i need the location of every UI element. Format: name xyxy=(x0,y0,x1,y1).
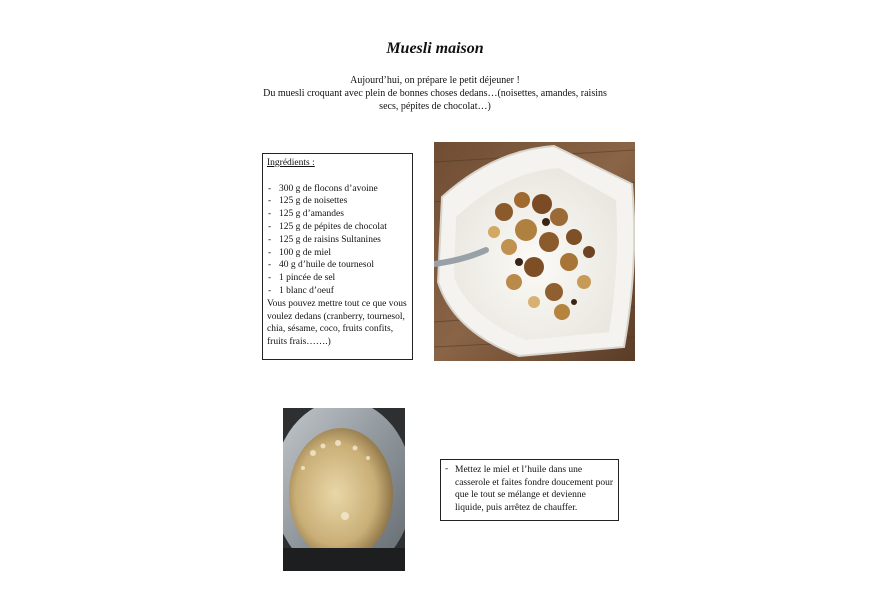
ingredient-item: - 125 g d’amandes xyxy=(267,208,408,221)
ingredients-note: Vous pouvez mettre tout ce que vous voulez dedans (cranberry, tournesol, chia, sésame, coco, fruits confits, fruits frais…….) xyxy=(267,298,407,348)
ingredient-item: - 125 g de raisins Sultanines xyxy=(267,234,408,247)
intro-line-2: Du muesli croquant avec plein de bonnes choses dedans…(noisettes, amandes, raisins xyxy=(263,88,607,99)
ingredient-item: - 125 g de pépites de chocolat xyxy=(267,221,408,234)
saucepan-photo xyxy=(283,408,405,571)
ingredients-heading: Ingrédients : xyxy=(267,158,315,168)
intro-line-1: Aujourd’hui, on prépare le petit déjeuner ! xyxy=(350,75,520,86)
step-text: Mettez le miel et l’huile dans une casserole et faites fondre doucement pour que le tout se mélange et devienne liquide, puis arrêtez de chauffer. xyxy=(455,465,614,513)
ingredient-item: - 1 blanc d’oeuf xyxy=(267,285,408,298)
muesli-bowl-photo xyxy=(434,142,635,361)
ingredients-box xyxy=(262,153,413,360)
ingredient-item: - 40 g d’huile de tournesol xyxy=(267,259,408,272)
step-box xyxy=(440,459,619,521)
ingredient-item: - 125 g de noisettes xyxy=(267,195,408,208)
ingredients-list xyxy=(267,183,408,298)
intro-line-3: secs, pépites de chocolat…) xyxy=(379,101,491,112)
ingredient-item: - 100 g de miel xyxy=(267,247,408,260)
intro-text xyxy=(262,74,608,113)
step-dash: - xyxy=(445,464,449,474)
ingredient-item: - 1 pincée de sel xyxy=(267,272,408,285)
ingredient-item: - 300 g de flocons d’avoine xyxy=(267,183,408,196)
page-title: Muesli maison xyxy=(386,40,484,57)
